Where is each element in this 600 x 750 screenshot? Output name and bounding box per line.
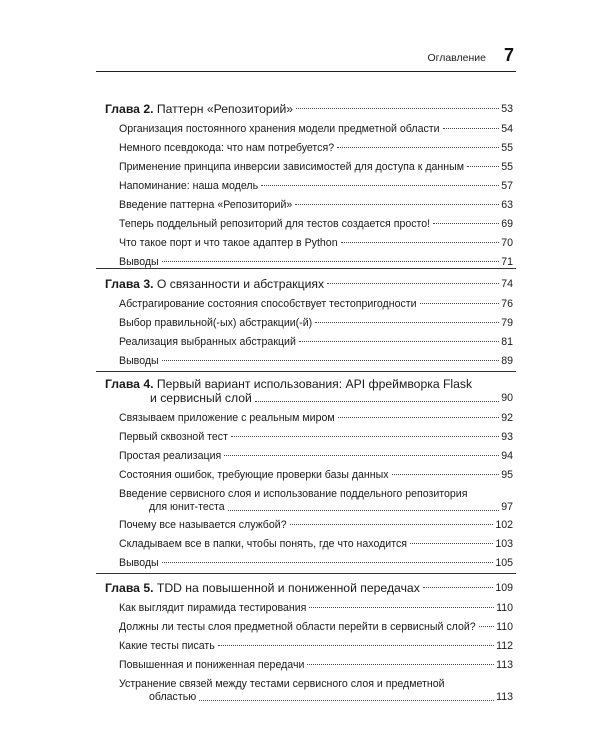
toc-entry[interactable] — [105, 409, 513, 428]
toc-entry[interactable] — [105, 295, 513, 314]
entry-text: Должны ли тесты слоя предметной области перейти в сервисный слой? — [119, 621, 476, 633]
leader-dots — [410, 543, 493, 544]
page-number: 70 — [501, 237, 513, 249]
leader-dots — [315, 322, 499, 323]
page-number: 90 — [501, 392, 513, 404]
chapter-label: Глава 4. — [105, 377, 154, 391]
leader-dots — [467, 166, 499, 167]
entry-text: Применение принципа инверсии зависимостей для доступа к данным — [119, 161, 465, 173]
toc-entry[interactable] — [105, 215, 513, 234]
page-number: 110 — [496, 621, 513, 633]
chapter-divider — [96, 573, 516, 574]
chapter-heading[interactable] — [105, 274, 513, 295]
toc-entry[interactable] — [105, 637, 513, 656]
leader-dots — [433, 223, 499, 224]
leader-dots — [423, 587, 494, 588]
chapter-heading[interactable] — [105, 578, 513, 599]
page-number: 97 — [501, 501, 513, 513]
toc-entry[interactable] — [105, 656, 513, 675]
leader-dots — [307, 664, 494, 665]
page-number: 81 — [501, 336, 513, 348]
leader-dots — [309, 607, 494, 608]
entry-text: Что такое порт и что такое адаптер в Python — [119, 237, 338, 249]
toc-entry[interactable] — [105, 352, 513, 371]
entry-text: Почему все называется службой? — [119, 519, 287, 531]
toc-entry[interactable] — [105, 177, 513, 196]
chapter-label: Глава 3. — [105, 277, 154, 291]
entry-text: Первый сквозной тест — [119, 431, 228, 443]
chapter-title: TDD на повышенной и пониженной передачах — [156, 581, 420, 595]
leader-dots — [255, 401, 499, 402]
entry-text-line2: областью — [149, 691, 197, 703]
chapter-2 — [105, 99, 513, 272]
chapter-title-line2: и сервисный слой — [150, 391, 252, 405]
page-number: 113 — [496, 659, 513, 671]
running-header — [96, 45, 516, 72]
header-page-number: 7 — [503, 45, 514, 65]
leader-dots — [338, 417, 500, 418]
chapter-3 — [105, 274, 513, 371]
entry-text: Введение паттерна «Репозиторий» — [119, 199, 293, 211]
entry-text: Повышенная и пониженная передачи — [119, 659, 305, 671]
leader-dots — [327, 283, 499, 284]
page-number: 74 — [501, 278, 513, 290]
toc-entry[interactable] — [105, 428, 513, 447]
leader-dots — [295, 204, 499, 205]
toc-entry[interactable] — [105, 120, 513, 139]
entry-text: Какие тесты писать — [119, 640, 215, 652]
leader-dots — [296, 108, 499, 109]
entry-text: Теперь поддельный репозиторий для тестов создается просто! — [119, 218, 431, 230]
leader-dots — [420, 303, 500, 304]
toc-entry[interactable] — [105, 253, 513, 272]
toc-entry[interactable] — [105, 158, 513, 177]
toc-entry[interactable] — [105, 447, 513, 466]
page-number: 93 — [501, 431, 513, 443]
leader-dots — [162, 261, 500, 262]
leader-dots — [231, 436, 499, 437]
page-number: 53 — [501, 103, 513, 115]
entry-text: Состояния ошибок, требующие проверки базы данных — [119, 469, 389, 481]
leader-dots — [228, 510, 500, 511]
page-number: 54 — [501, 123, 513, 135]
chapter-title-line1: Первый вариант использования: API фреймворка Flask — [156, 377, 473, 391]
chapter-5 — [105, 578, 513, 704]
toc-entry[interactable] — [105, 314, 513, 333]
leader-dots — [341, 242, 500, 243]
chapter-divider — [96, 268, 516, 269]
page-number: 102 — [495, 519, 513, 531]
page-number: 112 — [496, 640, 513, 652]
chapter-divider — [96, 371, 516, 372]
toc-entry[interactable] — [105, 333, 513, 352]
leader-dots — [337, 147, 499, 148]
entry-text: Выводы — [119, 355, 159, 367]
leader-dots — [224, 455, 499, 456]
header-title: Оглавление — [427, 52, 486, 64]
chapter-4 — [105, 377, 513, 573]
leader-dots — [299, 341, 499, 342]
page-number: 109 — [495, 582, 513, 594]
entry-text: Выводы — [119, 557, 159, 569]
entry-text: Выводы — [119, 256, 159, 268]
leader-dots — [218, 645, 494, 646]
entry-text: Как выглядит пирамида тестирования — [119, 602, 307, 614]
entry-text: Связываем приложение с реальным миром — [119, 412, 335, 424]
page-number: 57 — [501, 180, 513, 192]
toc-entry[interactable] — [105, 466, 513, 485]
leader-dots — [392, 474, 500, 475]
chapter-heading[interactable] — [105, 99, 513, 120]
entry-text: Выбор правильной(-ых) абстракции(-й) — [119, 317, 313, 329]
chapter-title: Паттерн «Репозиторий» — [156, 102, 294, 116]
entry-text: Абстрагирование состояния способствует тестопригодности — [119, 298, 417, 310]
entry-text-line2: для юнит-теста — [149, 501, 225, 513]
toc-entry[interactable] — [105, 535, 513, 554]
leader-dots — [162, 562, 494, 563]
page-number: 92 — [501, 412, 513, 424]
page-number: 71 — [501, 256, 513, 268]
chapter-label: Глава 2. — [105, 102, 154, 116]
entry-text: Немного псевдокода: что нам потребуется? — [119, 142, 335, 154]
toc-entry[interactable] — [105, 618, 513, 637]
entry-text: Простая реализация — [119, 450, 222, 462]
page-number: 94 — [501, 450, 513, 462]
leader-dots — [479, 626, 494, 627]
toc-entry[interactable] — [105, 554, 513, 573]
leader-dots — [290, 524, 494, 525]
page-number: 79 — [501, 317, 513, 329]
chapter-title: О связанности и абстракциях — [156, 277, 325, 291]
chapter-heading[interactable] — [105, 377, 513, 405]
entry-text: Напоминание: наша модель — [119, 180, 259, 192]
toc-entry[interactable] — [105, 234, 513, 253]
entry-text: Организация постоянного хранения модели предметной области — [119, 123, 440, 135]
entry-text-line1: Устранение связей между тестами сервисного слоя и предметной — [119, 678, 445, 690]
chapter-label: Глава 5. — [105, 581, 154, 595]
page-number: 105 — [495, 557, 513, 569]
entry-text: Реализация выбранных абстракций — [119, 336, 296, 348]
leader-dots — [261, 185, 499, 186]
leader-dots — [443, 128, 500, 129]
toc-entry[interactable] — [105, 516, 513, 535]
page-number: 89 — [501, 355, 513, 367]
page-number: 55 — [501, 161, 513, 173]
leader-dots — [199, 700, 494, 701]
page-number: 113 — [496, 691, 513, 703]
toc-entry[interactable] — [105, 488, 513, 514]
entry-text: Складываем все в папки, чтобы понять, где что находится — [119, 538, 407, 550]
toc-entry[interactable] — [105, 196, 513, 215]
page-number: 69 — [501, 218, 513, 230]
page-number: 55 — [501, 142, 513, 154]
toc-entry[interactable] — [105, 678, 513, 704]
page-number: 76 — [501, 298, 513, 310]
page-number: 103 — [495, 538, 513, 550]
page-number: 95 — [501, 469, 513, 481]
leader-dots — [162, 360, 500, 361]
entry-text-line1: Введение сервисного слоя и использование поддельного репозитория — [119, 488, 468, 500]
toc-entry[interactable] — [105, 599, 513, 618]
page-number: 63 — [501, 199, 513, 211]
toc-entry[interactable] — [105, 139, 513, 158]
page-number: 110 — [496, 602, 513, 614]
